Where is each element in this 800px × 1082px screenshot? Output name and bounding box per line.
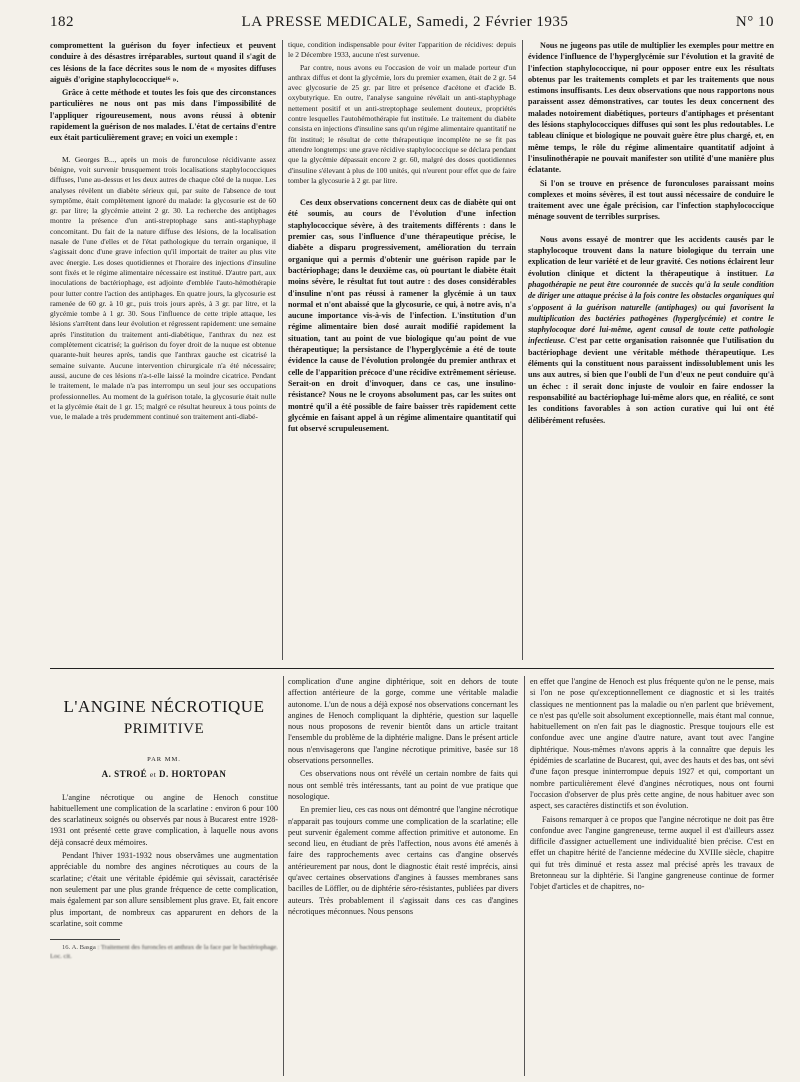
article-column-1 (50, 676, 278, 1076)
footnote: 16. A. Basga : Traitement des furoncles et anthrax de la face par le bactériophage. Loc. cit. (50, 944, 278, 960)
footnote-rule (50, 939, 120, 940)
case-report: M. Georges B..., après un mois de furonculose récidivante assez bénigne, voit survenir brusquement trois localisations staphylococciques diffuses, l'une au-dessus et les deux autres de chaque côté de la nuque. Les analyses révèlent un diabète sérieux qui, par suite de l'absence de tout symptôme, était complètement ignoré du malade: la glycosurie est de 60 gr. par litre; la glycémie atteint 2 gr. 30. La recherche des antiphages montre la présence d'un anti-streptophage sans anti-staphyphage concomitant. Du fait de la nature diffuse des lésions, de la localisation nasale de l'une d'elles et de l'état pathologique du terrain organique, il s'agissait donc d'une grave infection qu'il importait de traiter au plus vite avec énergie. Les doses quotidiennes et l'horaire des injections d'insuline sont fixés et le régime alimentaire nécessaire est institué. D'autre part, aux inoculations de bactériophage, est adjointe d'emblée l'auto-hémothérapie pour lutter contre l'action des antiphages. En quatre jours, la glycosurie est ramenée de 60 gr. à 10 gr., puis trois jours après, à 3 gr. par litre, et la glycémie tombe à 1 gr. 30. Sous l'influence de cette triple attaque, les lésions s'arrêtent dans leur évolution et régressent rapidement: une semaine après l'institution du traitement anti-diabétique, l'anthrax du nez est complètement cicatrisé; la guérison du foyer droit de la nuque est obtenue quarante-huit heures après, tandis que l'anthrax gauche est cicatrisé la semaine suivante. Aucune intervention chirurgicale n'a été nécessaire; aussi, aucune de ces lésions n'a-t-elle laissé la moindre cicatrice. Pendant le traitement, le malade n'a pas interrompu un seul jour ses occupations professionnelles. Au moment de la guérison totale, la glycosurie était nulle et la glycémie était de 1 gr. 15; malgré ce résultat heureux à tous points de vue, le malade a très prudemment continué son traitement anti-diabé- (50, 154, 276, 422)
upper-column-2 (288, 40, 516, 660)
paragraph: Si l'on se trouve en présence de furonculoses paraissant moins complexes et moins sévères, il est tout aussi nécessaire de conduire le traitement avec une égale précision, car l'infection staphylococcique ménage souvent de terribles surprises. (528, 178, 774, 222)
article-title: L'ANGINE NÉCROTIQUE PRIMITIVE (63, 697, 265, 737)
section-divider (50, 668, 774, 669)
article-authors: A. STROÉ et D. HORTOPAN (101, 769, 227, 780)
paragraph: Ces deux observations concernent deux cas de diabète qui ont été soumis, au cours de l'évolution d'une infection staphylococcique sévère, à des traitements différents : dans le premier cas, sous l'influence d'une thérapeutique précise, le diabète a disparu progressivement, amélioration du terrain organique qui a permis d'obtenir une guérison rapide par le bactériophage; dans le deuxième cas, où pourtant le diabète était moins sévère, le résultat fut tout autre : des doses considérables d'insuline n'ont pas réussi à ramener la glycémie à un taux normal et n'ont abaissé que la glycosurie, ce qui, à notre avis, n'a aucune importance vis-à-vis de l'infection. L'institution d'un régime alimentaire bien dosé aurait modifié rapidement la situation, tant au point de vue biologique qu'au point de vue thérapeutique; la persistance de l'hyperglycémie a été de toute évidence la cause de l'évolution prolongée du premier anthrax et celle de l'apparition précoce d'une récidive extrêmement sérieuse. Serait-on en droit d'invoquer, dans ce cas, une insulino-résistance? Nous ne le croyons absolument pas, car les suites ont montré qu'il a été possible de faire baisser très rapidement cette glycémie en faisant appel à un régime alimentaire quantitatif qui fut observé scrupuleusement. (288, 198, 516, 434)
second-case-report: Par contre, nous avons eu l'occasion de voir un malade porteur d'un anthrax diffus et dont la glycémie, lors du premier examen, était de 2 gr. 54 avec glycosurie de 25 gr. par litre et présence d'acétone et d'acide B. oxybutyrique. En outre, l'analyse sanguine révélait un anti-staphyphage nettement positif et un anti-streptophage seulement douteux, propriétés contre lesquelles l'autohémothérapie fut instituée. Le traitement du diabète consista en injections d'insuline sans qu'un régime alimentaire quantitatif ne fût institué; le résultat de cette thérapeutique incomplète ne se fit pas attendre longtemps: une grave récidive staphylococcique se déclara pendant que la glycémie dépassait encore 2 gr. 60, malgré des doses quotidiennes d'insuline s'élevant à plus de 100 unités, qui n'eurent pour effet que de faire tomber la glycosurie à 2 gr. par litre. (288, 62, 516, 185)
page-number: 182 (50, 14, 74, 30)
paragraph: Nous ne jugeons pas utile de multiplier les exemples pour mettre en évidence l'influence de l'hyperglycémie sur l'évolution et la gravité de l'infection staphylococcique, ni pour opposer entre eux les résultats obtenus par les traitements complets et par les traitements que nous estimons insuffisants. Les deux observations que nous rapportons nous paraissent assez démonstratives, car toutes les deux concernent des malades notoirement diabétiques, porteurs d'antiphages et présentant des lésions staphylococciques diffuses qui sont les plus redoutables. Le tableau clinique et biologique ne pouvait guère être plus chargé, et, en même temps, le rôle du régime alimentaire quantitatif adjoint à l'insulinothérapie ne pouvait manifester son utilité d'une manière plus éclatante. (528, 41, 774, 175)
column-rule (522, 40, 523, 660)
page-header (50, 14, 774, 36)
column-rule (283, 676, 284, 1076)
case-report-end: tique, condition indispensable pour éviter l'apparition de récidives: depuis le 2 Décembre 1933, aucune n'est survenue. (288, 40, 516, 60)
article-column-3 (530, 676, 774, 1076)
article-column-2 (288, 676, 518, 1076)
conclusion-paragraph: Nous avons essayé de montrer que les accidents causés par le staphylocoque trouvent dans la nature biologique du terrain une explication de leur variété et de leur gravité. Ces notions éclairent leur évolution clinique et dictent la thérapeutique à instituer. La phagothérapie ne peut être couronnée de succès qu'à la seule condition de diriger une attaque précise à la fois contre les obstacles organiques qui s'opposent à la guérison naturelle (antiphages) ou qui favorisent la multiplication des bactéries pathogènes (hyperglycémie) et contre le staphylocoque doré lui-même, agent causal de toute cette pathologie infectieuse. C'est par cette organisation raisonnée que l'utilisation du bactériophage devient une véritable méthode thérapeutique. Les éléments qui la constituent nous paraissent indissolublement unis les uns aux autres, si bien que l'oubli de l'un d'eux ne peut conduire qu'à un échec : il serait donc injuste de vouloir en faire endosser la responsabilité au bactériophage lui-même alors que, en réalité, ce sont les conditions favorables à son action curative qui lui ont été délibérément refusées. (528, 234, 774, 425)
column-rule (282, 40, 283, 660)
paragraph: complication d'une angine diphtérique, soit en dehors de toute affection antérieure de la gorge, comme une véritable maladie autonome. L'un de nous a déjà exposé nos observations concernant les angines de Henoch compliquant la diphtérie, question sur laquelle nous nous proposons de revenir bientôt dans un article traitant l'ensemble du problème de la diphtérie maligne. Dans le présent article nous n'envisagerons que l'angine nécrotique primitive, basée sur 18 observations personnelles. (288, 677, 518, 766)
paragraph: Ces observations nous ont révélé un certain nombre de faits qui nous ont semblé très intéressants, tant au point de vue pratique que nosologique. (288, 769, 518, 801)
paragraph: En premier lieu, ces cas nous ont démontré que l'angine nécrotique n'apparait pas toujours comme une complication de la scarlatine; elle peut survenir également comme affection primitive et autonome. En second lieu, en étudiant de près l'affection, nous avons été amenés à faire des rapprochements avec certains cas d'angine observés antérieurement par nous, dont le diagnostic était resté imprécis, ainsi qu'avec certaines observations d'angines à fausses membranes sans bacilles de Löffler, ou de diphtérie séro-résistantes, publiées par divers auteurs. Très probablement il s'agissait dans ces cas d'angines nécrotiques méconnues. Nous pensons (288, 805, 518, 916)
paragraph: Grâce à cette méthode et toutes les fois que des circonstances particulières ne nous ont pas mis dans l'impossibilité de l'appliquer rigoureusement, nous avons réussi à obtenir rapidement la guérison de nos malades. L'état de certains d'entre eux était particulièrement grave; en voici un exemple : (50, 88, 276, 143)
paragraph: en effet que l'angine de Henoch est plus fréquente qu'on ne le pense, mais si l'on ne pose qu'exceptionnellement ce diagnostic et si les traités classiques ne mentionnent pas la maladie ou n'en parlent que brièvement, ce n'est pas qu'elle soit absolument exceptionnelle, mais étant mal connue, habituellement on n'en fait pas le diagnostic. Presque toujours elle est confondue avec une angine d'autre nature, avant tout avec l'angine diphtérique. Nous-mêmes n'avons appris à la connaître que depuis les épidémies de scarlatine de Bucarest, qui, avec des hauts et des bas, ont sévi d'une façon presque ininterrompue depuis 1927 et qui, comportant un nombre particulièrement élevé d'angines nécrotiques, nous ont fourni l'occasion d'observer de plus près cette angine, de nous habituer avec son aspect, ses caractères distinctifs et son évolution. (530, 677, 774, 811)
upper-column-1 (50, 40, 276, 660)
column-rule (524, 676, 525, 1076)
paragraph: compromettent la guérison du foyer infectieux et peuvent conduire à des désastres irréparables, surtout quand il s'agit de ces lésions de la face décrites sous le nom de « myosites diffuses aiguës d'origine staphylococcique¹⁶ ». (50, 41, 276, 84)
paragraph: Pendant l'hiver 1931-1932 nous observâmes une augmentation appréciable du nombre des angines nécrotiques au cours de la scarlatine; c'était une véritable épidémie qui sévissait, caractérisée non seulement par une plus grande fréquence de cette complication, mais également par son allure sensiblement plus grave. Et, fait encore plus important, de nombreux cas apparurent en dehors de la scarlatine, soit comme (50, 851, 278, 928)
byline-par: PAR MM. (147, 756, 181, 763)
issue-number: N° 10 (735, 14, 774, 30)
paragraph: Faisons remarquer à ce propos que l'angine nécrotique ne doit pas être confondue avec l'angine gangreneuse, terme auquel il est d'ailleurs assez difficile d'assigner actuellement une individualité bien précise. C'est en effet un chapitre hérité de l'ancienne médecine du XVIIIe siècle, chapitre qui fut très diminué et resta assez mal précisé après les travaux de Bretonneau sur la diphtérie. Si l'angine gangreneuse continue de former l'objet d'articles et de chapitres, no- (530, 814, 774, 892)
upper-column-3 (528, 40, 774, 660)
paragraph: L'angine nécrotique ou angine de Henoch constitue habituellement une complication de la scarlatine : environ 6 pour 100 des scarlatineux soignés ou observés par nous à Bucarest entre 1928-1931 ont présenté cette grave complication, à laquelle nous avons déjà consacré deux mémoires. (50, 792, 278, 847)
journal-title: LA PRESSE MEDICALE, Samedi, 2 Février 1935 (241, 14, 569, 30)
